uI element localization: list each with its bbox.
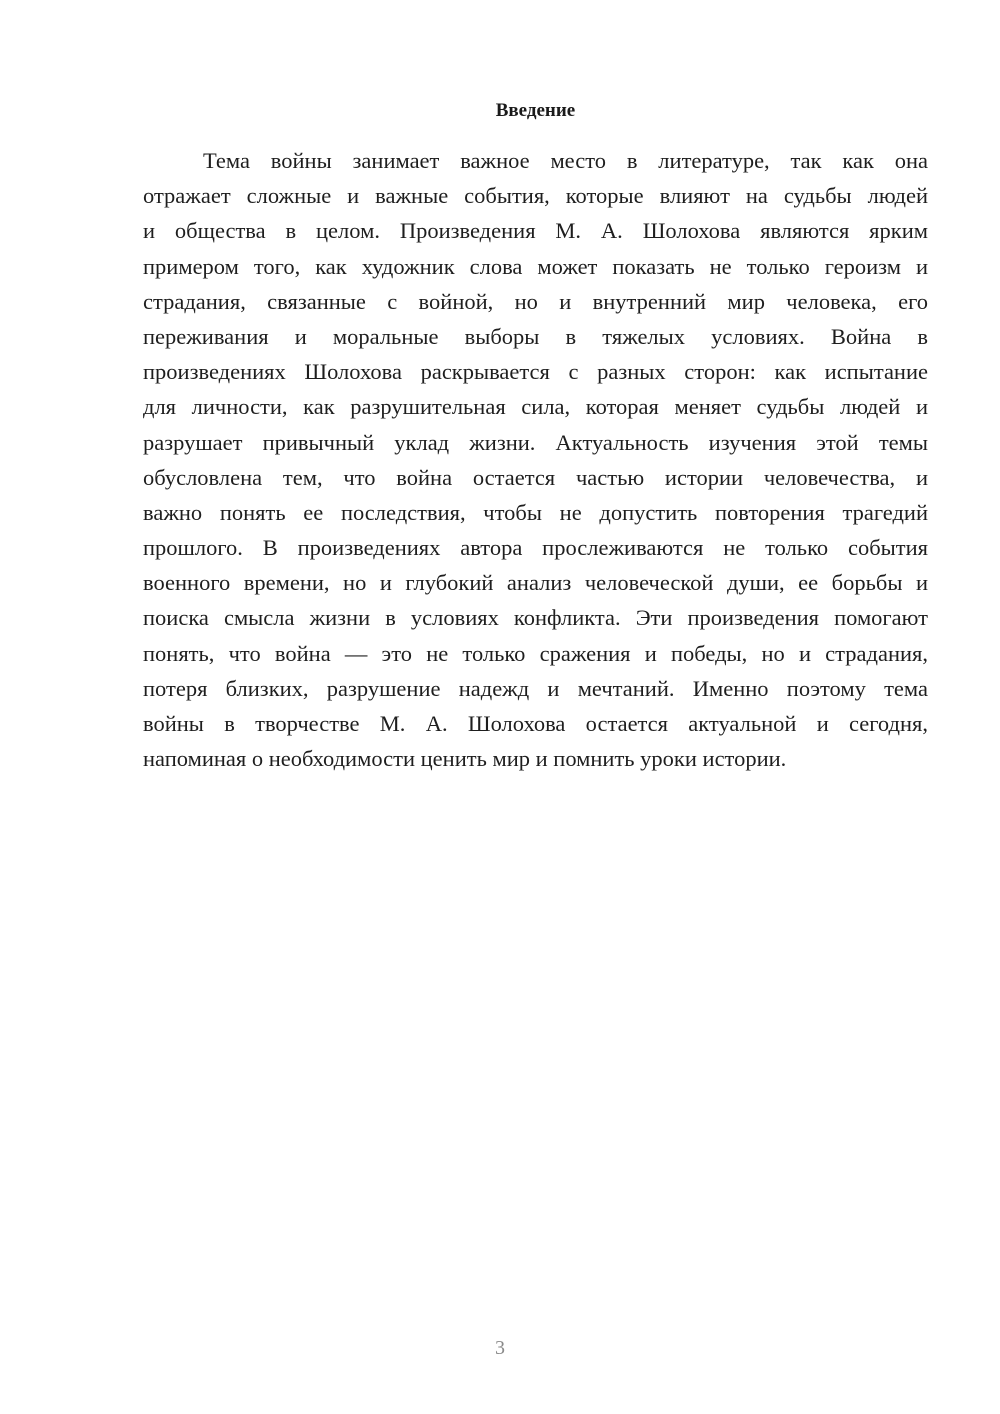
paragraph-line: Тема войны занимает важное место в литературе, так как она — [203, 148, 928, 173]
paragraph-line: понять, что война — это не только сражения и победы, но и страдания, — [143, 640, 928, 666]
paragraph-line: переживания и моральные выборы в тяжелых условиях. Война в — [143, 323, 928, 349]
body-paragraph — [143, 143, 928, 776]
paragraph-line: отражает сложные и важные события, которые влияют на судьбы людей — [143, 183, 928, 209]
paragraph-line: страдания, связанные с войной, но и внутренний мир человека, его — [143, 288, 928, 314]
paragraph-line: важно понять ее последствия, чтобы не допустить повторения трагедий — [143, 499, 928, 525]
paragraph-line: обусловлена тем, что война остается частью истории человечества, и — [143, 464, 928, 490]
paragraph-line: напоминая о необходимости ценить мир и помнить уроки истории. — [143, 746, 787, 772]
page-number: 3 — [495, 1337, 505, 1359]
paragraph-line: и общества в целом. Произведения М. А. Шолохова являются ярким — [143, 218, 928, 244]
paragraph-line: произведениях Шолохова раскрывается с разных сторон: как испытание — [143, 359, 928, 385]
section-heading: Введение — [495, 100, 576, 121]
paragraph-line: поиска смысла жизни в условиях конфликта. Эти произведения помогают — [143, 605, 928, 631]
paragraph-line: войны в творчестве М. А. Шолохова остается актуальной и сегодня, — [143, 711, 928, 736]
paragraph-line: для личности, как разрушительная сила, которая меняет судьбы людей и — [143, 394, 928, 420]
paragraph-line: разрушает привычный уклад жизни. Актуальность изучения этой темы — [143, 429, 928, 455]
paragraph-line: военного времени, но и глубокий анализ человеческой души, ее борьбы и — [143, 570, 928, 596]
paragraph-line: прошлого. В произведениях автора прослеживаются не только события — [143, 535, 928, 561]
paragraph-line: потеря близких, разрушение надежд и мечтаний. Именно поэтому тема — [143, 675, 928, 701]
paragraph-line: примером того, как художник слова может показать не только героизм и — [143, 253, 928, 279]
